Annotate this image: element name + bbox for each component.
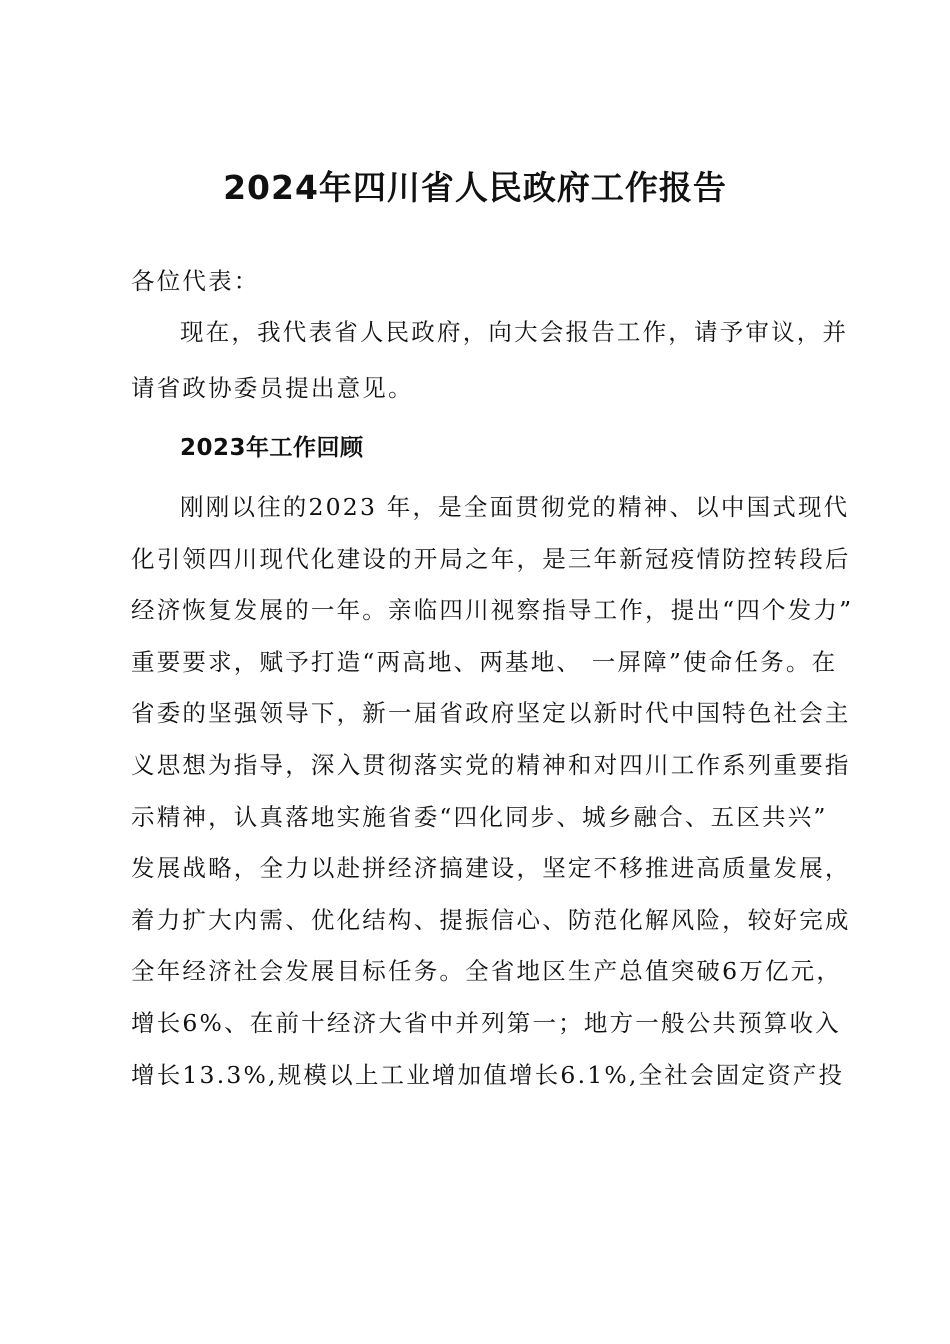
body-line: 示精神，认真落地实施省委“四化同步、城乡融合、五区共兴” [131, 802, 828, 831]
salutation: 各位代表： [131, 267, 260, 295]
body-line: 义思想为指导，深入贯彻落实党的精神和对四川工作系列重要指 [131, 750, 851, 779]
section-heading: 2023年工作回顾 [180, 435, 364, 461]
body-line: 重要要求，赋予打造“两高地、两基地、 一屏障”使命任务。在 [131, 647, 838, 676]
body-line: 化引领四川现代化建设的开局之年，是三年新冠疫情防控转段后 [131, 544, 851, 573]
intro-paragraph [131, 315, 849, 427]
body-line: 增长6%、在前十经济大省中并列第一；地方一般公共预算收入 [131, 1008, 841, 1037]
body-line: 省委的坚强领导下，新一届省政府坚定以新时代中国特色社会主 [131, 699, 851, 728]
intro-line: 请省政协委员提出意见。 [131, 374, 414, 402]
body-line: 刚刚以往的2023 年，是全面贯彻党的精神、以中国式现代 [180, 493, 850, 521]
body-line: 增长13.3%,规模以上工业增加值增长6.1%,全社会固定资产投 [131, 1060, 845, 1089]
body-paragraph [131, 490, 854, 1109]
body-line: 全年经济社会发展目标任务。全省地区生产总值突破6万亿元， [131, 957, 843, 986]
body-line: 经济恢复发展的一年。亲临四川视察指导工作，提出“四个发力” [131, 596, 854, 625]
body-line: 发展战略，全力以赴拼经济搞建设，坚定不移推进高质量发展， [131, 854, 851, 883]
intro-line: 现在，我代表省人民政府，向大会报告工作，请予审议，并 [180, 318, 849, 346]
body-line: 着力扩大内需、优化结构、提振信心、防范化解风险，较好完成 [131, 905, 851, 934]
document-title: 2024年四川省人民政府工作报告 [223, 168, 727, 207]
